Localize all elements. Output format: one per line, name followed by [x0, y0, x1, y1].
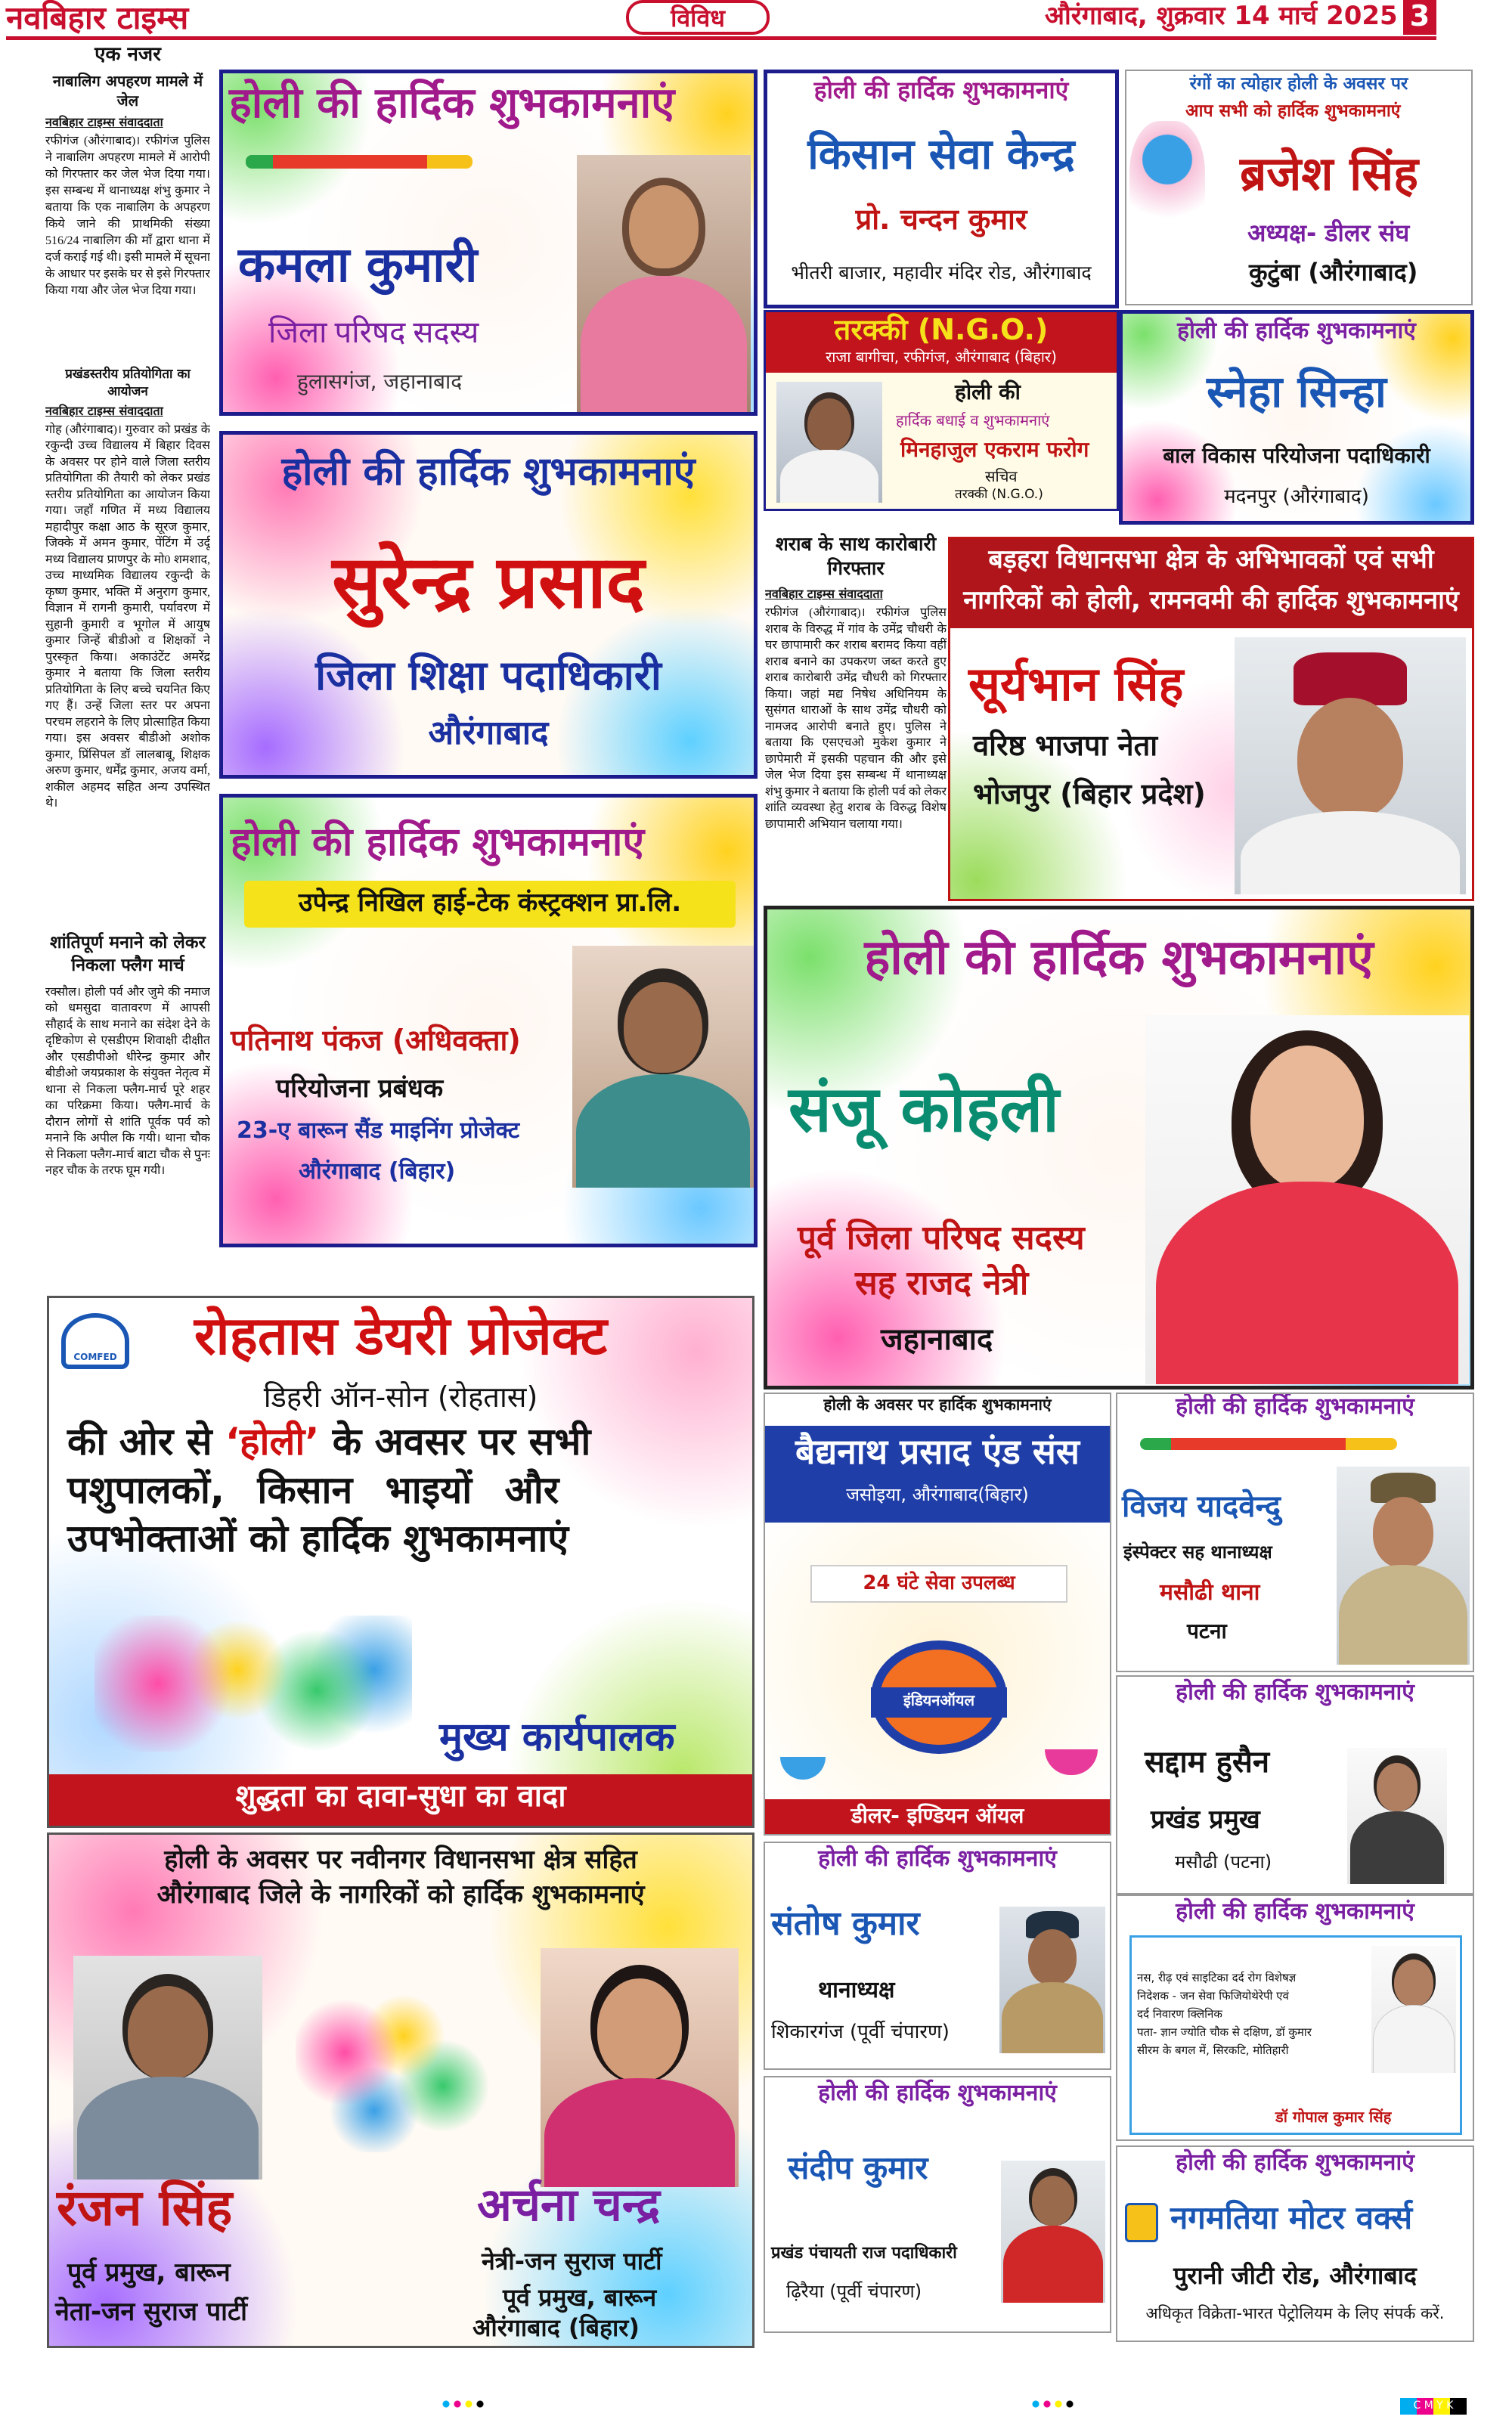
section-label: विविध — [671, 4, 725, 33]
ad-place: भोजपुर (बिहार प्रदेश) — [973, 777, 1206, 810]
portrait-photo — [776, 382, 882, 503]
ad-address: भीतरी बाजार, महावीर मंदिर रोड, औरंगाबाद — [791, 262, 1092, 283]
ad-name: कमला कुमारी — [238, 237, 478, 293]
ad-saddam-husain — [1116, 1675, 1474, 1894]
msg-line1-end: के अवसर पर सभी — [332, 1420, 591, 1464]
naveen-line1: होली के अवसर पर नवीनगर विधानसभा क्षेत्र सहित — [164, 1845, 637, 1875]
registration-dots — [1031, 2399, 1077, 2409]
service-box — [810, 1565, 1067, 1603]
ad-org: तरक्की (N.G.O.) — [834, 313, 1049, 346]
tarakki-header — [766, 312, 1117, 373]
ad-greeting: होली की हार्दिक शुभकामनाएं — [864, 930, 1374, 986]
ad-designation: सचिव — [985, 467, 1018, 485]
portrait-photo — [999, 1907, 1105, 2053]
ad-designation: अध्यक्ष- डीलर संघ — [1247, 218, 1410, 247]
page-number: 3 — [1409, 0, 1430, 33]
ad-place: कुटुंबा (औरंगाबाद) — [1249, 258, 1418, 287]
ad-designation: औरंगाबाद (बिहार) — [472, 2313, 640, 2342]
portrait-photo — [1001, 2161, 1105, 2303]
ad-address: जसोइया, औरंगाबाद(बिहार) — [846, 1484, 1029, 1505]
ad-name: प्रो. चन्दन कुमार — [855, 203, 1027, 236]
ad-designation: थानाध्यक्ष — [818, 1977, 895, 2003]
story-title: शांतिपूर्ण मनाने को लेकर निकला फ्लैग मार्च — [50, 932, 206, 975]
story-title: प्रखंडस्तरीय प्रतियोगिता का आयोजन — [65, 366, 191, 399]
brajesh-line1: रंगों का त्योहार होली के अवसर पर — [1189, 74, 1408, 94]
diya-icon — [1045, 1749, 1098, 1775]
ad-patinath-pankaj — [219, 794, 758, 1247]
ad-kisan-seva-kendra — [764, 70, 1119, 308]
portrait-photo — [1347, 1748, 1447, 1884]
msg-line3: उपभोक्ताओं को हार्दिक शुभकामनाएं — [67, 1517, 569, 1560]
ad-name: विजय यादवेन्दु — [1122, 1489, 1281, 1524]
column-heading: एक नजर — [94, 44, 161, 66]
gopal-line3: दर्द निवारण क्लिनिक — [1137, 2007, 1222, 2021]
ad-name: डॉ गोपाल कुमार सिंह — [1275, 2108, 1392, 2126]
ad-place: मदनपुर (औरंगाबाद) — [1224, 485, 1369, 508]
holi-colors-illustration — [94, 1616, 412, 1752]
ad-designation: प्रखंड पंचायती राज पदाधिकारी — [771, 2244, 957, 2263]
suryabhan-line1: बड़हरा विधानसभा क्षेत्र के अभिभावकों एवं सभी — [988, 544, 1434, 575]
dateline: औरंगाबाद, शुक्रवार 14 मार्च 2025 — [1045, 1, 1398, 31]
ad-brajesh-singh — [1125, 70, 1473, 305]
krishna-illustration — [1129, 121, 1205, 249]
ad-greeting: होली की हार्दिक शुभकामनाएं — [818, 2080, 1057, 2106]
story-byline: नवबिहार टाइम्स संवाददाता — [765, 587, 883, 601]
ad-greeting: होली की हार्दिक शुभकामनाएं — [1176, 1679, 1414, 1705]
ad-name: रंजन सिंह — [57, 2179, 233, 2237]
ad-place: औरंगाबाद — [428, 714, 549, 752]
ad-designation: पूर्व प्रमुख, बारून — [67, 2257, 231, 2288]
ad-name: सद्दाम हुसैन — [1145, 1745, 1270, 1780]
ad-greeting: होली की हार्दिक शुभकामनाएं — [231, 819, 645, 865]
ad-tagline: शुद्धता का दावा-सुधा का वादा — [235, 1779, 566, 1814]
suryabhan-banner — [950, 539, 1472, 628]
gopal-line2: निदेशक - जन सेवा फिजियोथेरेपी एवं — [1137, 1989, 1289, 2003]
msg-line2: पशुपालकों, किसान भाइयों और — [67, 1468, 559, 1512]
ad-greeting: होली की हार्दिक शुभकामनाएं — [229, 79, 675, 128]
ad-baidyanath-prasad — [764, 1393, 1111, 1836]
company-name: उपेन्द्र निखिल हाई-टेक कंस्ट्रक्शन प्रा.लि. — [298, 888, 682, 918]
naveen-line2: औरंगाबाद जिले के नागरिकों को हार्दिक शुभकामनाएं — [156, 1879, 645, 1910]
ad-greeting: होली की हार्दिक शुभकामनाएं — [1176, 1393, 1414, 1420]
ad-designation: पूर्व जिला परिषद सदस्य — [798, 1219, 1085, 1257]
page-number-box — [1403, 0, 1436, 35]
pichkari-icon — [1140, 1438, 1397, 1450]
ad-vijay-yadvendu — [1116, 1393, 1474, 1672]
ad-ranjan-archana — [47, 1833, 754, 2348]
story-body: रफीगंज (औरंगाबाद)। रफीगंज पुलिस शराब के विरुद्ध में गांव के उमेंद्र चौधरी के घर छापामारी कर शराब बरामद किया वहीं शराब बनाने का उपकरण जब्त करते हुए शराब कारोबारी उमेंद्र चौधरी को गिरफ्तार किया। जहां मद्य निषेध अधिनियम के सुसंगत धाराओं के साथ उमेंद्र चौधरी को नामजद आरोपी बनाते हुए। पुलिस ने बताया कि एसएचओ मुकेश कुमार ने छापेमारी में इसकी पहचान की और इसे जेल भेज दिया इस सम्बन्ध में थानाध्यक्ष शंभु कुमार ने बताया कि होली पर्व को लेकर शांति व्यवस्था हेतु शराब के विरुद्ध विशेष छापामारी अभियान चलाया गया। — [765, 606, 947, 831]
section-tab — [626, 0, 770, 35]
story-sharab — [765, 532, 947, 903]
tarakki-footer: तरक्की (N.G.O.) — [955, 487, 1043, 502]
ad-note: अधिकृत विक्रेता-भारत पेट्रोलियम के लिए संपर्क करें. — [1145, 2304, 1445, 2322]
masthead-rule — [6, 36, 1436, 40]
ad-designation: नेता-जन सुराज पार्टी — [55, 2297, 247, 2327]
indianoil-brand: इंडियनऑयल — [903, 1691, 975, 1709]
ad-designation: इंस्पेक्टर सह थानाध्यक्ष — [1123, 1541, 1272, 1563]
ad-place: हुलासगंज, जहानाबाद — [297, 369, 463, 394]
company-banner — [244, 881, 736, 928]
ad-name: संदीप कुमार — [788, 2149, 928, 2186]
ad-name: सुरेन्द्र प्रसाद — [332, 540, 645, 624]
ad-name: संतोष कुमार — [771, 1904, 920, 1943]
portrait-photo — [1145, 1015, 1469, 1384]
gopal-line5: सीरम के बगल में, सिरकटि, मोतिहारी — [1137, 2043, 1289, 2057]
story-body: रफीगंज (औरंगाबाद)। रफीगंज पुलिस ने नाबालिग अपहरण मामले में आरोपी को गिरफ्तार कर जेल भेज दिया गया। इस सम्बन्ध में थानाध्यक्ष शंभु कुमार ने बताया कि एक नाबालिग के अपहरण किये जाने की प्राथमिकी संख्या 516/24 नाबालिग की माँ द्वारा थाना में दर्ज कराई गई थी। इसी मामले में सूचना के आधार पर इसके घर से इसे गिरफ्तार किया गया और जेल भेज दिया गया। — [45, 134, 210, 297]
ad-name: ब्रजेश सिंह — [1240, 146, 1419, 201]
ad-surendra-prasad — [219, 431, 758, 779]
baidyanath-header — [765, 1426, 1110, 1523]
portrait-photo — [1235, 637, 1466, 894]
story-body: गोह (औरंगाबाद)। गुरुवार को प्रखंड के रकुन्दी उच्च विद्यालय में बिहार दिवस के अवसर पर होने वाले जिला स्तरीय प्रतियोगिता की तैयारी को लेकर प्रखंड स्तरीय प्रतियोगिता का आयोजन किया गया। जहाँ गणित में मध्य विद्यालय महादीपुर कक्षा आठ के सूरज कुमार, जिक्के में अमन कुमार, पेंटिंग में उर्दू मध्य विद्यालय प्राणपुर के मो0 शमशाद, उच्च माध्यमिक विद्यालय रकुन्दी के कृष्ण कुमार, भक्ति में अनुराग कुमार, विज्ञान में रागनी कुमारी, पर्यावरण में सुहानी कुमारी व भूगोल में आयुष कुमार जिन्हें बीडीओ व शिक्षकों ने पुरस्कृत किया। अकाउंटेंट अमरेंद्र कुमार ने बताया कि जिला स्तरीय प्रतियोगिता के लिए बच्चे चयनित किए गए हैं। उन्हें जिला स्तर पर अपना परचम लहराने के लिए प्रोत्साहित किया गया। इस अवसर बीडीओ अशोक कुमार, प्रिंसिपल डॉ लालबाबू, शिक्षक अरुण कुमार, धर्मेंद्र कुमार, अजय वर्मा, शकील अहमद सहित अन्य उपस्थित थे। — [45, 423, 210, 810]
ad-designation: जिला शिक्षा पदाधिकारी — [315, 652, 662, 699]
ad-greeting: होली की हार्दिक शुभकामनाएं — [818, 1845, 1057, 1872]
ad-address: पुरानी जीटी रोड, औरंगाबाद — [1173, 2261, 1417, 2290]
portrait-photo — [1371, 1946, 1456, 2073]
ad-service: 24 घंटे सेवा उपलब्ध — [863, 1572, 1015, 1594]
ad-greeting: होली की हार्दिक शुभकामनाएं — [1176, 2149, 1414, 2176]
gopal-line1: नस, रीढ़ एवं साइटिका दर्द रोग विशेषज्ञ — [1137, 1971, 1297, 1984]
tarakki-line1: होली की — [955, 380, 1021, 404]
ad-place: जहानाबाद — [881, 1322, 993, 1357]
story-title: शराब के साथ कारोबारी गिरफ्तार — [775, 533, 937, 579]
ad-place: मसौढी (पटना) — [1175, 1851, 1272, 1873]
ad-name: पतिनाथ पंकज (अधिवक्ता) — [231, 1024, 521, 1057]
ad-sandeep-kumar — [764, 2076, 1111, 2333]
msg-prefix: की ओर से — [67, 1420, 212, 1464]
ad-designation: सह राजद नेत्री — [855, 1264, 1029, 1303]
ad-org: किसान सेवा केन्द्र — [807, 130, 1075, 179]
ad-nagmatiya-motor — [1116, 2145, 1474, 2342]
ad-tarakki-ngo — [764, 310, 1119, 511]
left-column — [45, 44, 210, 1291]
ad-greeting: होली की हार्दिक शुभकामनाएं — [1177, 318, 1416, 344]
ad-sanju-kohli — [764, 906, 1474, 1389]
ad-name: संजू कोहली — [789, 1072, 1059, 1146]
story-title: नाबालिग अपहरण मामले में जेल — [52, 71, 203, 110]
ad-name: स्नेहा सिन्हा — [1207, 366, 1387, 417]
ad-project: 23-ए बारून सैंड माइनिंग प्रोजेक्ट — [237, 1117, 520, 1144]
ad-designation: परियोजना प्रबंधक — [276, 1073, 444, 1104]
comfed-logo-text: COMFED — [73, 1352, 117, 1362]
ad-place: पटना — [1187, 1619, 1227, 1644]
portrait-photo — [572, 946, 754, 1188]
ad-name: सूर्यभान सिंह — [968, 656, 1184, 711]
story-byline: नवबिहार टाइम्स संवाददाता — [45, 114, 163, 129]
ad-suryabhan-singh — [948, 537, 1474, 901]
cmyk-strip — [1400, 2398, 1467, 2415]
portrait-photo — [1337, 1467, 1470, 1665]
ad-sneha-sinha — [1119, 310, 1474, 525]
gopal-line4: पता- ज्ञान ज्योति चौक से दक्षिण, डॉ कुमार — [1137, 2025, 1312, 2039]
ad-address: राजा बागीचा, रफीगंज, औरंगाबाद (बिहार) — [826, 348, 1057, 366]
ad-footer: डीलर- इण्डियन ऑयल — [850, 1803, 1024, 1828]
ad-designation: पूर्व प्रमुख, बारून — [503, 2283, 657, 2312]
ad-greeting: होली की हार्दिक शुभकामनाएं — [281, 449, 696, 494]
ad-rohtas-dairy — [47, 1296, 754, 1828]
ad-name: अर्चना चन्द्र — [477, 2179, 661, 2232]
baidyanath-footer-bar — [765, 1799, 1110, 1836]
ad-dr-gopal — [1116, 1894, 1474, 2141]
ad-station: मसौढी थाना — [1160, 1579, 1260, 1606]
indianoil-logo — [871, 1640, 1007, 1754]
rohtas-tagline-bar — [49, 1774, 752, 1828]
ad-name: नगमतिया मोटर वर्क्स — [1170, 2199, 1413, 2236]
msg-quote: ‘होली’ — [225, 1420, 320, 1464]
portrait-photo — [541, 1948, 739, 2187]
ad-designation: जिला परिषद सदस्य — [268, 315, 479, 349]
portrait-photo — [577, 155, 751, 412]
cmyk-label: C M Y K — [1413, 2399, 1454, 2412]
rohtas-message — [67, 1417, 740, 1563]
ad-title: रोहतास डेयरी प्रोजेक्ट — [194, 1305, 608, 1367]
diya-icon — [780, 1757, 826, 1780]
ad-place: औरंगाबाद (बिहार) — [299, 1158, 456, 1185]
holi-colors-illustration — [296, 1986, 492, 2152]
pichkari-icon — [246, 155, 472, 169]
ad-designation: वरिष्ठ भाजपा नेता — [973, 729, 1158, 762]
ad-name: बैद्यनाथ प्रसाद एंड संस — [795, 1431, 1080, 1472]
ad-place: ढ़िरैया (पूर्वी चंपारण) — [786, 2281, 922, 2302]
suryabhan-line2: नागरिकों को होली, रामनवमी की हार्दिक शुभकामनाएं — [963, 585, 1459, 615]
brajesh-line2: आप सभी को हार्दिक शुभकामनाएं — [1185, 101, 1401, 121]
ad-place: शिकारगंज (पूर्वी चंपारण) — [771, 2021, 950, 2043]
ad-designation: प्रखंड प्रमुख — [1151, 1805, 1260, 1835]
portrait-photo — [73, 1956, 262, 2180]
ad-greeting: होली की हार्दिक शुभकामनाएं — [1176, 1898, 1414, 1925]
ad-designation: नेत्री-जन सुराज पार्टी — [482, 2247, 662, 2276]
ad-kamla-kumari — [219, 70, 758, 416]
baidyanath-top: होली के अवसर पर हार्दिक शुभकामनाएं — [823, 1396, 1052, 1414]
masthead-title: नवबिहार टाइम्स — [6, 0, 189, 36]
ad-designation: बाल विकास परियोजना पदाधिकारी — [1163, 443, 1430, 468]
ad-greeting: होली की हार्दिक शुभकामनाएं — [813, 76, 1069, 104]
ad-santosh-kumar — [764, 1842, 1111, 2070]
ad-name: मिनहाजुल एकराम फरोग — [900, 437, 1089, 462]
ad-sign: मुख्य कार्यपालक — [439, 1715, 675, 1760]
tarakki-line2: हार्दिक बधाई व शुभकामनाएं — [896, 411, 1050, 429]
ad-subtitle: डिहरी ऑन-सोन (रोहतास) — [263, 1380, 538, 1414]
story-byline: नवबिहार टाइम्स संवाददाता — [45, 403, 163, 418]
story-body: रक्सौल। होली पर्व और जुमे की नमाज को धमसुदा वातावरण में आपसी सौहार्द के साथ मनाने का संदेश देने के दृष्टिकोण से एसडीएम शिवाक्षी दीक्षीत और एसडीपीओ धीरेन्द्र कुमार और बीडीओ जयप्रकाश के संयुक्त नेतृत्व में थाना से निकला फ्लैग-मार्च पूरे शहर का परिक्रमा किया। फ्लैग-मार्च के दौरान लोगों से शांति पूर्वक पर्व को मनाने कि अपील कि गयी। थाना चौक से निकला फ्लैग-मार्च बाटा चौक से पुनः नहर चौक के तरफ घूम गयी। — [45, 985, 210, 1178]
bharat-petroleum-logo — [1125, 2203, 1158, 2242]
registration-dots — [442, 2399, 487, 2409]
